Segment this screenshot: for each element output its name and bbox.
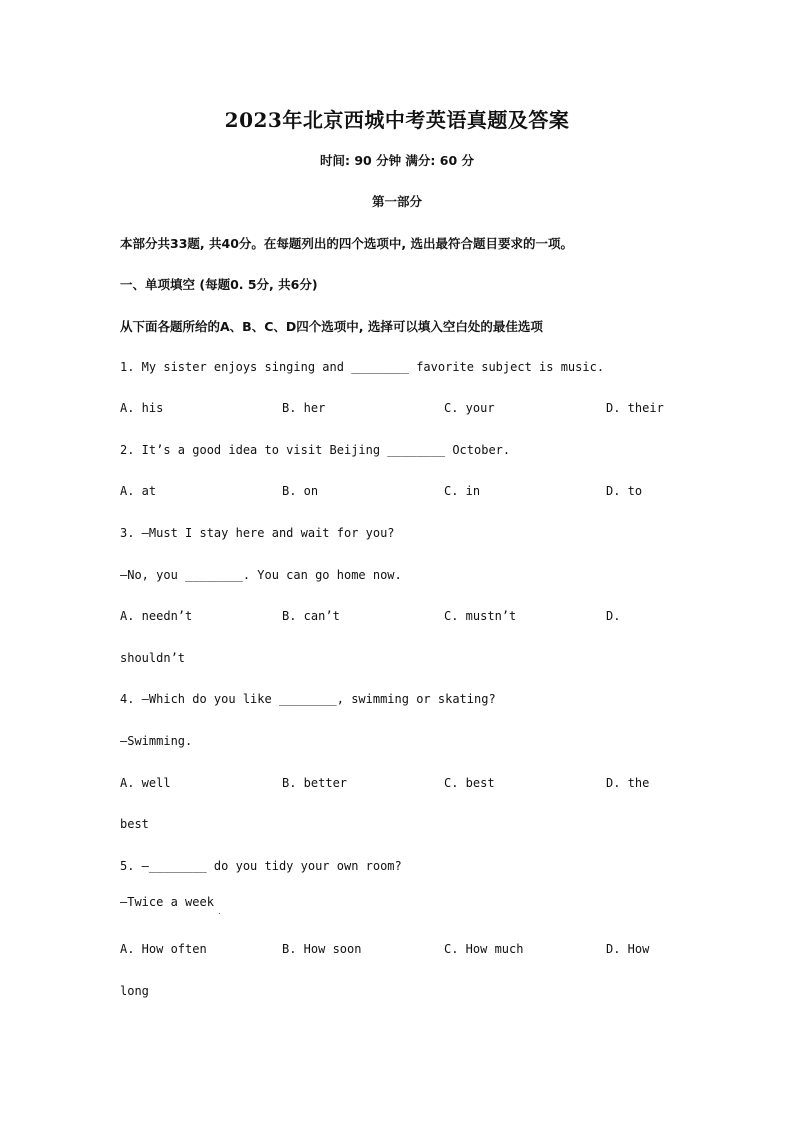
question-2-option-c[interactable]: C. in: [444, 484, 481, 498]
question-4-option-d-wrap[interactable]: best: [120, 817, 149, 831]
question-2-option-b[interactable]: B. on: [282, 484, 319, 498]
question-1-option-d[interactable]: D. their: [606, 401, 664, 415]
question-5-option-a[interactable]: A. How often: [120, 942, 207, 956]
question-3-option-d[interactable]: D.: [606, 609, 621, 623]
question-3-option-c[interactable]: C. mustn’t: [444, 609, 517, 623]
question-2-option-d[interactable]: D. to: [606, 484, 643, 498]
question-5-option-b[interactable]: B. How soon: [282, 942, 362, 956]
question-5-option-d[interactable]: D. How: [606, 942, 650, 956]
question-3-option-d-wrap[interactable]: shouldn’t: [120, 651, 186, 665]
question-5-reply: —Twice a week: [120, 895, 214, 909]
question-5-option-d-wrap[interactable]: long: [120, 984, 149, 998]
section-instruction: 从下面各题所给的A、B、C、D四个选项中, 选择可以填入空白处的最佳选项: [120, 319, 543, 334]
question-4-option-a[interactable]: A. well: [120, 776, 171, 790]
part-instructions: 本部分共33题, 共40分。在每题列出的四个选项中, 选出最符合题目要求的一项。: [120, 236, 573, 251]
part-heading: 第一部分: [371, 194, 422, 209]
question-4-option-d[interactable]: D. the: [606, 776, 650, 790]
question-1-option-a[interactable]: A. his: [120, 401, 164, 415]
question-5-stem: 5. —________ do you tidy your own room?: [120, 859, 402, 873]
stray-dot: [219, 913, 220, 914]
exam-meta: 时间: 90 分钟 满分: 60 分: [319, 153, 475, 168]
question-3-option-b[interactable]: B. can’t: [282, 609, 340, 623]
question-4-option-b[interactable]: B. better: [282, 776, 348, 790]
section-heading: 一、单项填空 (每题0. 5分, 共6分): [120, 277, 318, 292]
question-1-stem: 1. My sister enjoys singing and ________ favorite subject is music.: [120, 360, 605, 374]
question-2-option-a[interactable]: A. at: [120, 484, 157, 498]
question-5-option-c[interactable]: C. How much: [444, 942, 524, 956]
question-3-option-a[interactable]: A. needn’t: [120, 609, 193, 623]
question-4-stem: 4. —Which do you like ________, swimming or skating?: [120, 692, 496, 706]
document-title: 2023年北京西城中考英语真题及答案: [224, 108, 570, 132]
question-1-option-c[interactable]: C. your: [444, 401, 495, 415]
question-2-stem: 2. It’s a good idea to visit Beijing ________ October.: [120, 443, 511, 457]
question-3-stem: 3. —Must I stay here and wait for you?: [120, 526, 395, 540]
question-1-option-b[interactable]: B. her: [282, 401, 326, 415]
question-3-reply: —No, you ________. You can go home now.: [120, 568, 402, 582]
question-4-option-c[interactable]: C. best: [444, 776, 495, 790]
question-4-reply: —Swimming.: [120, 734, 193, 748]
